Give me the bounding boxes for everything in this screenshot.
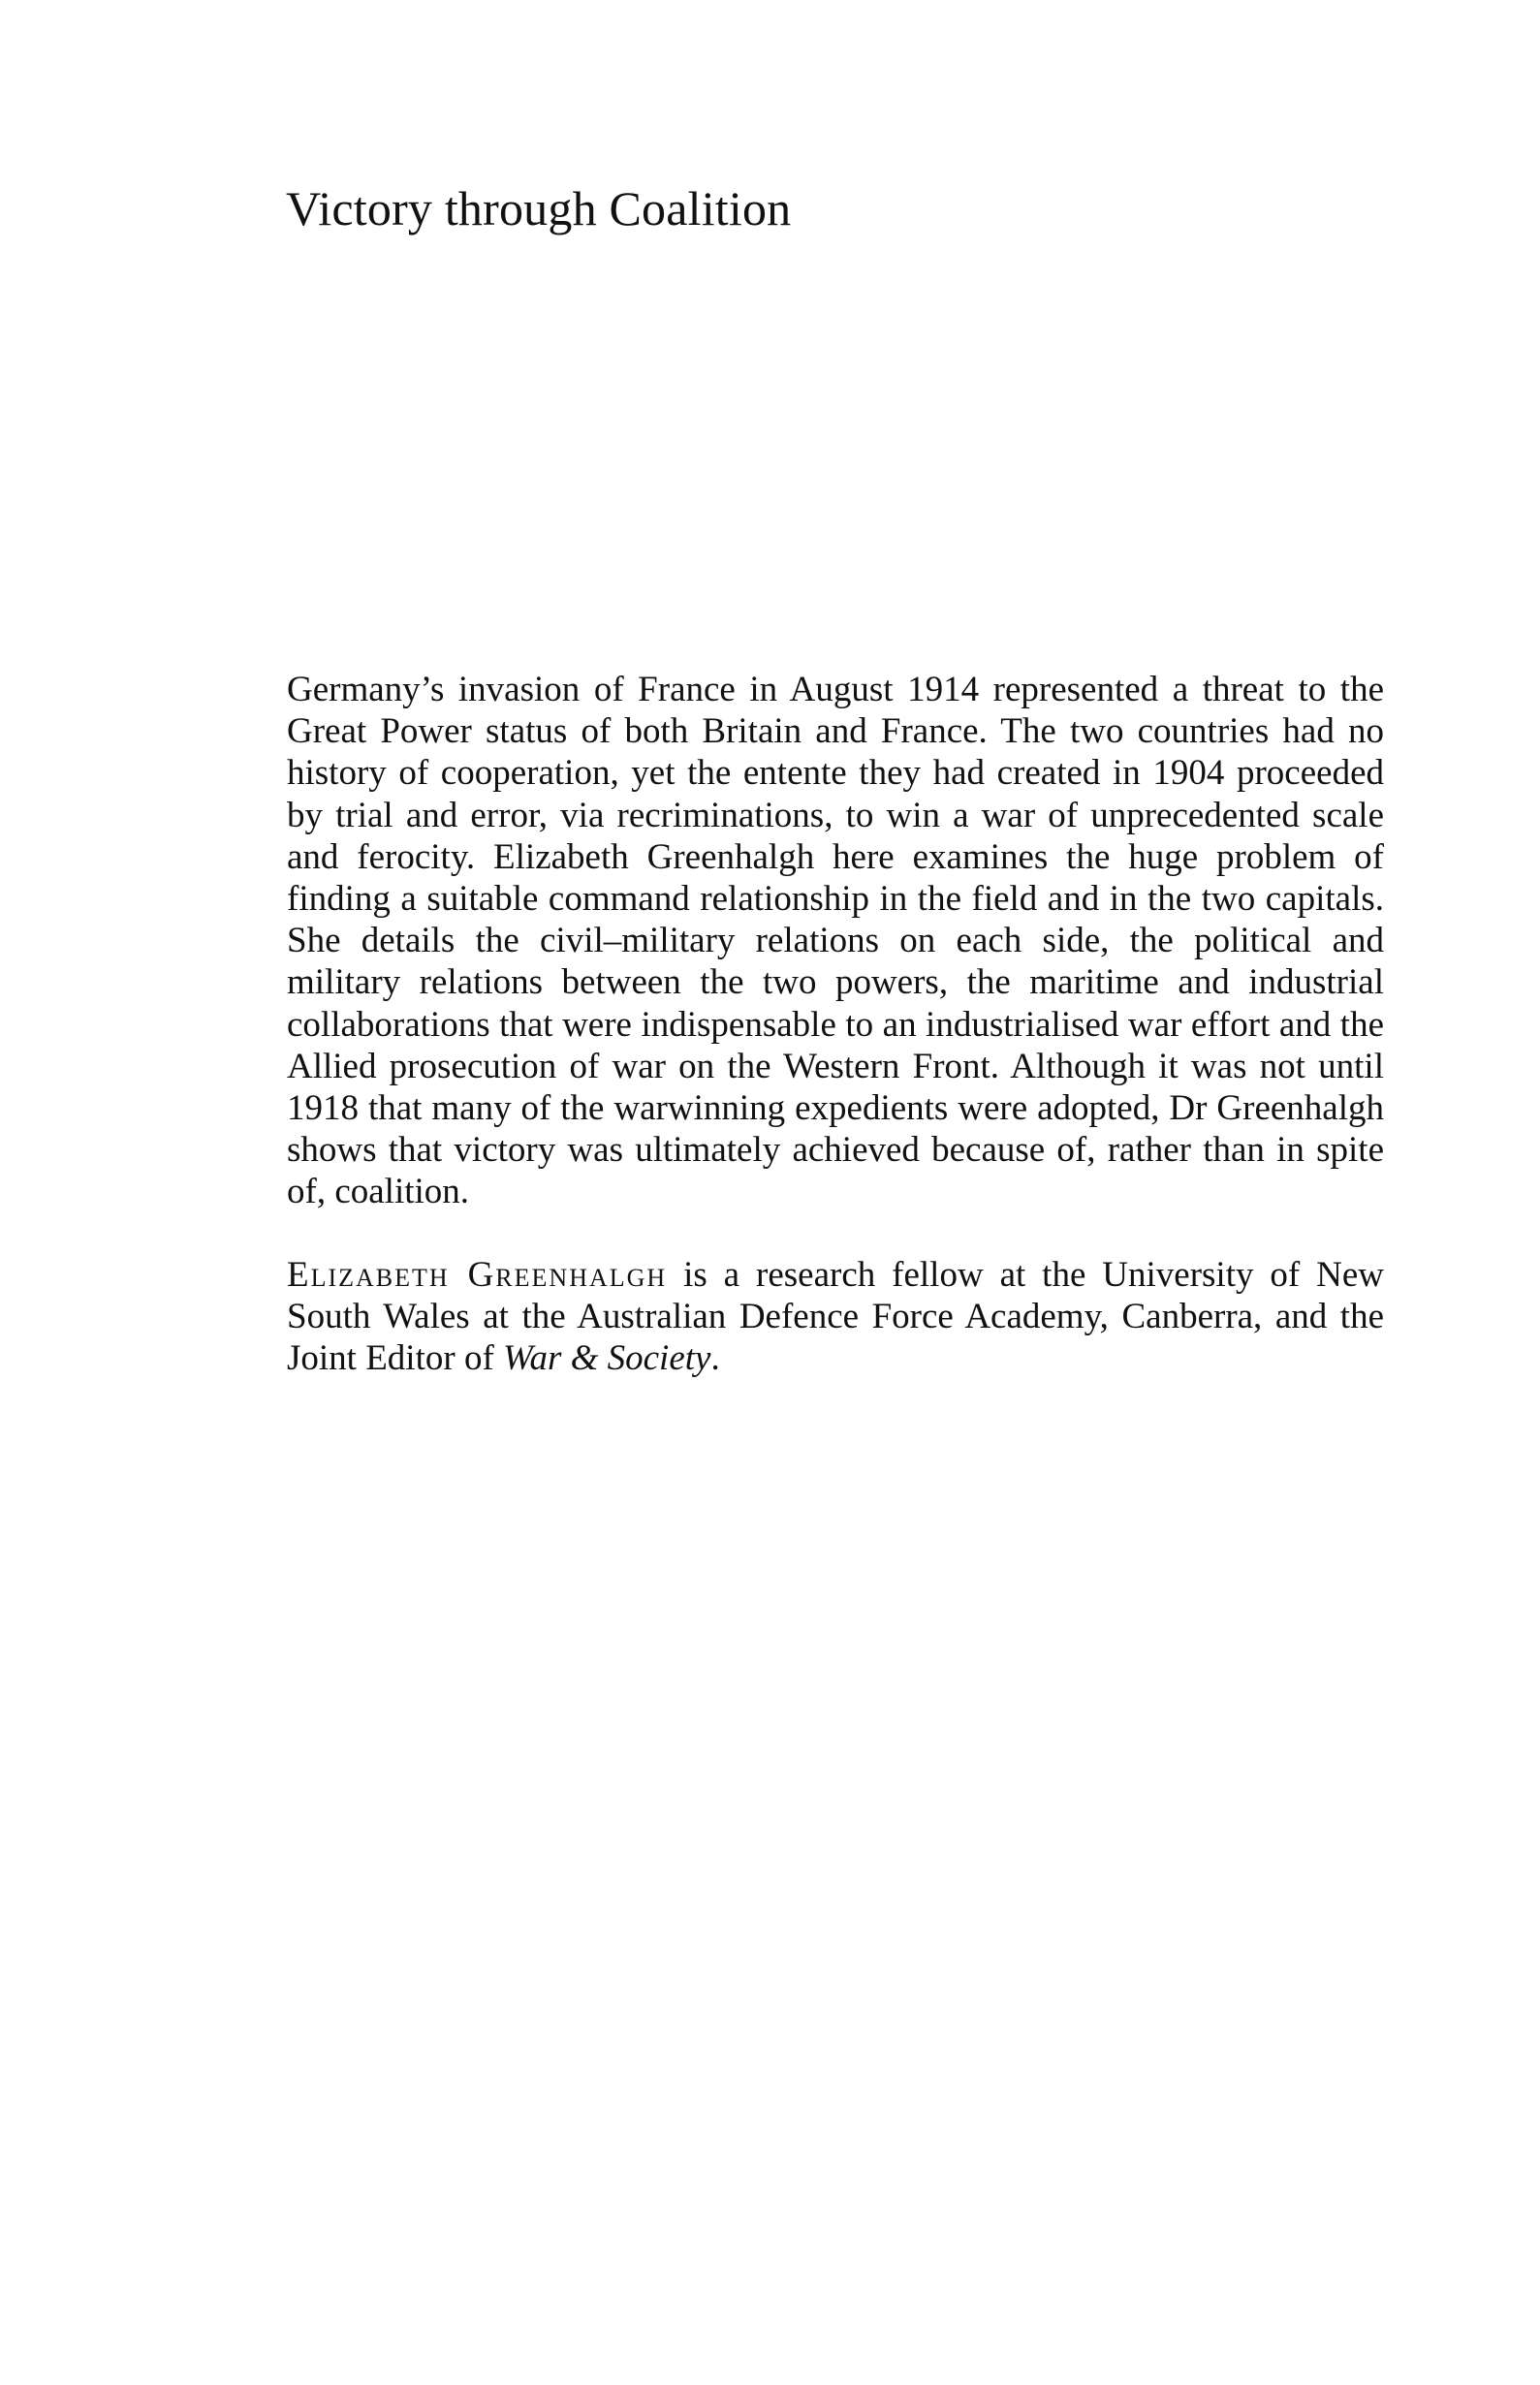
author-bio-text: is a research fellow at the University of New South Wales at the Australian Defence Force Academy, Canberra, and the Joint Editor of [287,1255,1384,1379]
author-name: Elizabeth Greenhalgh [287,1255,668,1295]
author-bio-end: . [710,1338,720,1379]
book-title: Victory through Coalition [286,181,792,235]
book-description: Germany’s invasion of France in August 1914 represented a threat to the Great Power status of both Britain and France. The two countries had no history of cooperation, yet the entente they had created in 1904 proceeded by trial and error, via recriminations, to win a war of unprecedented scale and ferocity. Elizabeth Greenhalgh here examines the huge problem of finding a suitable command relationship in the field and in the two capitals. She details the civil–military relations on each side, the political and military relations between the two powers, the maritime and industrial collaborations that were indispensable to an industrialised war effort and the Allied prosecution of war on the Western Front. Although it was not until 1918 that many of the warwinning expedients were adopted, Dr Greenhalgh shows that victory was ultimately achieved because of, rather than in spite of, coalition. [287,670,1384,1212]
journal-name: War & Society [503,1338,711,1379]
author-bio [287,1254,1384,1380]
